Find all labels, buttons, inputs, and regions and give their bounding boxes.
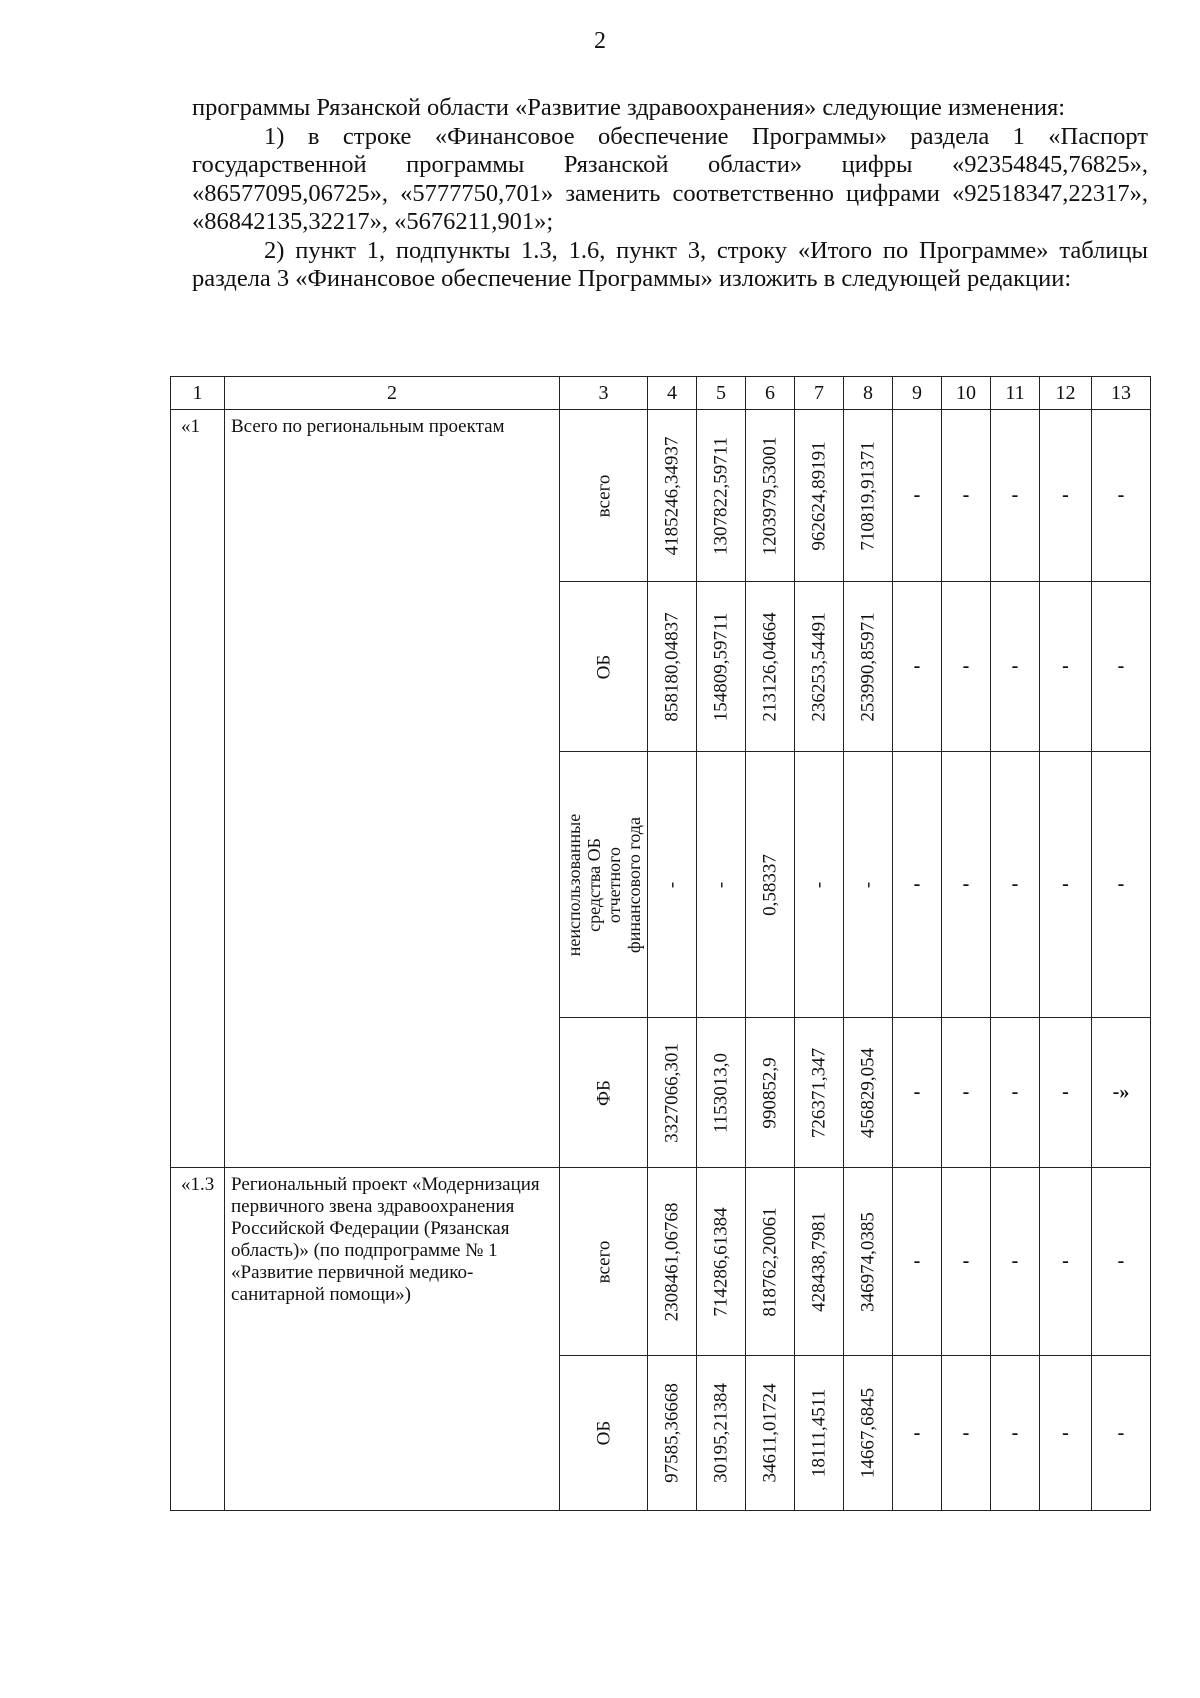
header-cell: 8 xyxy=(844,377,893,410)
year-value: 962624,89191 xyxy=(808,440,830,551)
year-value: 14667,6845 xyxy=(857,1387,879,1479)
year-value-cell xyxy=(844,582,893,752)
funding-source-label: ОБ xyxy=(593,654,614,679)
item-name-cell: Региональный проект «Модернизация первичного звена здравоохранения Российской Федерации (Рязанская область)» (по подпрограмме № 1 «Развитие первичной медико-санитарной помощи») xyxy=(225,1168,560,1511)
year-value: - xyxy=(661,881,683,888)
funding-source-cell xyxy=(560,1018,648,1168)
year-value: 726371,347 xyxy=(808,1047,830,1138)
empty-value-cell: - xyxy=(1040,582,1092,752)
empty-value-cell: - xyxy=(893,1018,942,1168)
funding-source-label: всего xyxy=(593,1240,614,1283)
year-value-cell xyxy=(795,1018,844,1168)
empty-value-cell: - xyxy=(942,752,991,1018)
year-value-cell xyxy=(648,1018,697,1168)
empty-value-cell: - xyxy=(942,1356,991,1511)
year-value-cell xyxy=(795,582,844,752)
funding-source-label: всего xyxy=(593,474,614,517)
table-row xyxy=(171,410,1151,582)
financing-table xyxy=(170,376,1151,1511)
year-value-cell xyxy=(648,1168,697,1356)
year-value: 253990,85971 xyxy=(857,611,879,722)
header-cell: 4 xyxy=(648,377,697,410)
year-value-cell xyxy=(795,1168,844,1356)
empty-value-cell: - xyxy=(893,1168,942,1356)
year-value-cell xyxy=(844,410,893,582)
header-cell: 13 xyxy=(1092,377,1151,410)
year-value: 1307822,59711 xyxy=(710,436,732,555)
year-value: - xyxy=(808,881,830,888)
year-value-cell xyxy=(746,1018,795,1168)
year-value-cell xyxy=(697,582,746,752)
item-number-cell: «1 xyxy=(171,410,225,1168)
empty-value-cell: - xyxy=(893,582,942,752)
year-value-cell xyxy=(844,1356,893,1511)
empty-value-cell: - xyxy=(1040,752,1092,1018)
empty-value-cell: - xyxy=(942,1018,991,1168)
year-value: - xyxy=(710,881,732,888)
year-value-cell xyxy=(697,752,746,1018)
empty-value-cell: - xyxy=(1092,410,1151,582)
empty-value-cell: - xyxy=(991,582,1040,752)
funding-source-label: ФБ xyxy=(593,1079,614,1106)
year-value-cell xyxy=(746,582,795,752)
year-value: 154809,59711 xyxy=(710,612,732,721)
empty-value-cell: - xyxy=(1040,1018,1092,1168)
year-value-cell xyxy=(844,752,893,1018)
funding-source-label: ОБ xyxy=(593,1420,614,1446)
year-value-cell xyxy=(746,1356,795,1511)
year-value: 3327066,301 xyxy=(661,1042,683,1143)
funding-source-cell xyxy=(560,1168,648,1356)
empty-value-cell: - xyxy=(1040,1356,1092,1511)
year-value: 4185246,34937 xyxy=(661,436,683,555)
empty-value-cell: - xyxy=(942,582,991,752)
header-cell: 11 xyxy=(991,377,1040,410)
year-value: 990852,9 xyxy=(759,1056,781,1129)
year-value: 858180,04837 xyxy=(661,611,683,722)
year-value-cell xyxy=(795,752,844,1018)
header-cell: 2 xyxy=(225,377,560,410)
header-cell: 7 xyxy=(795,377,844,410)
empty-value-cell: -» xyxy=(1092,1018,1151,1168)
year-value: 0,58337 xyxy=(759,853,781,916)
empty-value-cell: - xyxy=(991,1018,1040,1168)
empty-value-cell: - xyxy=(991,1356,1040,1511)
year-value-cell xyxy=(697,410,746,582)
year-value: 1203979,53001 xyxy=(759,436,781,555)
table-row xyxy=(171,1168,1151,1356)
empty-value-cell: - xyxy=(1092,1356,1151,1511)
year-value-cell xyxy=(795,1356,844,1511)
intro-paragraph-1: программы Рязанской области «Развитие здравоохранения» следующие изменения: xyxy=(192,94,1066,121)
year-value-cell xyxy=(844,1168,893,1356)
funding-source-cell xyxy=(560,410,648,582)
year-value-cell xyxy=(648,1356,697,1511)
year-value: 710819,91371 xyxy=(857,440,879,551)
header-cell: 6 xyxy=(746,377,795,410)
empty-value-cell: - xyxy=(893,1356,942,1511)
year-value: 236253,54491 xyxy=(808,611,830,722)
year-value-cell xyxy=(697,1168,746,1356)
year-value: 456829,054 xyxy=(857,1047,879,1138)
year-value-cell xyxy=(648,410,697,582)
item-name-cell: Всего по региональным проектам xyxy=(225,410,560,1168)
year-value-cell xyxy=(746,1168,795,1356)
year-value: - xyxy=(857,881,879,888)
year-value: 213126,04664 xyxy=(759,611,781,722)
empty-value-cell: - xyxy=(942,1168,991,1356)
header-cell: 3 xyxy=(560,377,648,410)
year-value-cell xyxy=(795,410,844,582)
year-value-cell xyxy=(746,410,795,582)
year-value: 18111,4511 xyxy=(808,1388,830,1478)
funding-source-label: неиспользованные средства ОБ отчетного финансового года xyxy=(563,813,644,956)
empty-value-cell: - xyxy=(893,752,942,1018)
year-value-cell xyxy=(746,752,795,1018)
year-value-cell xyxy=(697,1356,746,1511)
year-value-cell xyxy=(844,1018,893,1168)
header-cell: 5 xyxy=(697,377,746,410)
header-cell: 9 xyxy=(893,377,942,410)
empty-value-cell: - xyxy=(1092,582,1151,752)
year-value: 34611,01724 xyxy=(759,1383,781,1483)
year-value: 346974,0385 xyxy=(857,1211,879,1312)
year-value: 97585,36668 xyxy=(661,1383,683,1483)
funding-source-cell xyxy=(560,752,648,1018)
empty-value-cell: - xyxy=(1092,1168,1151,1356)
funding-source-cell xyxy=(560,582,648,752)
year-value: 428438,7981 xyxy=(808,1211,830,1312)
page-number: 2 xyxy=(594,28,606,54)
empty-value-cell: - xyxy=(893,410,942,582)
table-header-row xyxy=(171,377,1151,410)
header-cell: 10 xyxy=(942,377,991,410)
intro-paragraph-3: 2) пункт 1, подпункты 1.3, 1.6, пункт 3, строку «Итого по Программе» таблицы раздела 3 «Финансовое обеспечение Программы» изложить в следующей редакции: xyxy=(192,236,1148,292)
empty-value-cell: - xyxy=(1040,410,1092,582)
empty-value-cell: - xyxy=(1040,1168,1092,1356)
funding-source-cell xyxy=(560,1356,648,1511)
year-value: 30195,21384 xyxy=(710,1383,732,1483)
empty-value-cell: - xyxy=(991,1168,1040,1356)
year-value: 2308461,06768 xyxy=(661,1202,683,1321)
year-value: 1153013,0 xyxy=(710,1052,732,1133)
year-value: 714286,61384 xyxy=(710,1206,732,1317)
year-value-cell xyxy=(697,1018,746,1168)
item-number-cell: «1.3 xyxy=(171,1168,225,1511)
empty-value-cell: - xyxy=(942,410,991,582)
empty-value-cell: - xyxy=(991,752,1040,1018)
header-cell: 12 xyxy=(1040,377,1092,410)
intro-paragraph-2: 1) в строке «Финансовое обеспечение Программы» раздела 1 «Паспорт государственной программы Рязанской области» цифры «92354845,76825», «86577095,06725», «5777750,701» заменить соответственно цифрами «92518347,22317», «86842135,32217», «5676211,901»; xyxy=(192,122,1148,235)
header-cell: 1 xyxy=(171,377,225,410)
year-value-cell xyxy=(648,582,697,752)
body-text xyxy=(192,94,1148,294)
empty-value-cell: - xyxy=(1092,752,1151,1018)
empty-value-cell: - xyxy=(991,410,1040,582)
year-value: 818762,20061 xyxy=(759,1206,781,1317)
year-value-cell xyxy=(648,752,697,1018)
